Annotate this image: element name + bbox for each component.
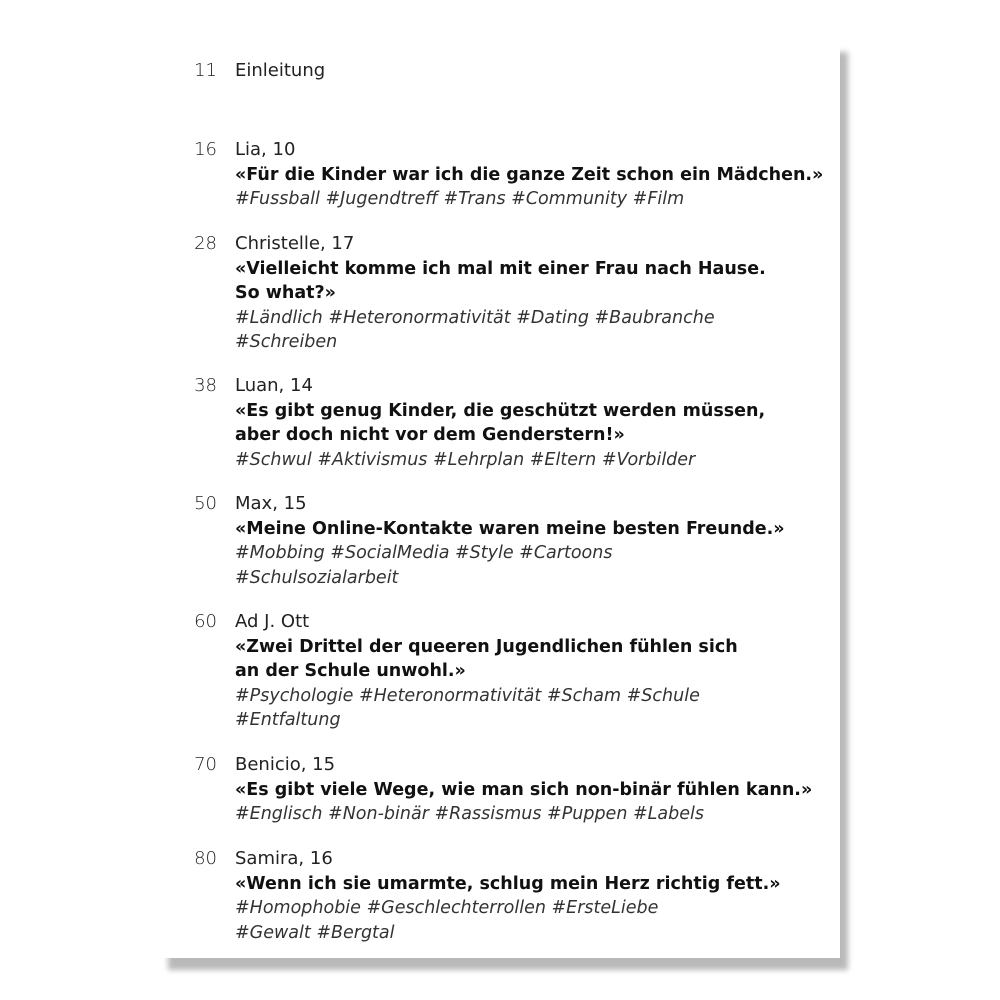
entry-body: [235, 232, 835, 355]
page-number: 38: [194, 375, 217, 396]
tags-line: #Schulsozialarbeit: [235, 567, 399, 588]
quote-line: «Vielleicht komme ich mal mit einer Frau nach Hause.: [235, 258, 766, 279]
tags-line: #Mobbing #SocialMedia #Style #Cartoons: [235, 543, 613, 563]
quote-line: «Für die Kinder war ich die ganze Zeit schon ein Mädchen.»: [235, 164, 824, 185]
entry-body: [235, 138, 835, 212]
page-number: 50: [194, 493, 217, 514]
entry-body: [235, 610, 835, 733]
entry-tags: [235, 684, 835, 733]
tags-line: #Englisch #Non-binär #Rassismus #Puppen #Labels: [235, 804, 704, 824]
entry-body: [235, 753, 835, 827]
entry-quote: [235, 635, 835, 684]
page-number: 80: [194, 848, 217, 869]
entry-title: Samira, 16: [235, 848, 333, 869]
quote-line: So what?»: [235, 283, 336, 303]
entry-title: Lia, 10: [235, 139, 296, 160]
page-number: 70: [194, 754, 217, 775]
tags-line: #Schwul #Aktivismus #Lehrplan #Eltern #Vorbilder: [235, 449, 696, 470]
page-number: 11: [194, 60, 217, 81]
tags-line: #Fussball #Jugendtreff #Trans #Community #Film: [235, 189, 685, 209]
entry-title: Einleitung: [235, 60, 326, 81]
tags-line: #Gewalt #Bergtal: [235, 922, 395, 943]
tags-line: #Ländlich #Heteronormativität #Dating #Baubranche: [235, 307, 715, 328]
quote-line: aber doch nicht vor dem Genderstern!»: [235, 425, 625, 445]
entry-quote: [235, 399, 835, 448]
quote-line: «Meine Online-Kontakte waren meine besten Freunde.»: [235, 518, 785, 539]
entry-tags: [235, 306, 835, 355]
entry-title: Ad J. Ott: [235, 611, 310, 632]
entry-quote: [235, 778, 835, 803]
entry-quote: [235, 517, 835, 542]
entry-title: Benicio, 15: [235, 754, 336, 775]
entry-quote: [235, 257, 835, 306]
entry-quote: [235, 872, 835, 897]
page-number: 60: [194, 611, 217, 632]
entry-body: [235, 374, 835, 472]
entry-tags: [235, 448, 835, 473]
quote-line: «Es gibt viele Wege, wie man sich non-binär fühlen kann.»: [235, 779, 813, 800]
entry-title: Christelle, 17: [235, 233, 355, 254]
tags-line: #Homophobie #Geschlechterrollen #ErsteLiebe: [235, 898, 659, 918]
entry-body: [235, 847, 835, 945]
entry-body: [235, 59, 835, 84]
entry-tags: [235, 541, 835, 590]
book-page: [160, 40, 840, 958]
entry-tags: [235, 896, 835, 945]
entry-body: [235, 492, 835, 590]
tags-line: #Psychologie #Heteronormativität #Scham #Schule: [235, 685, 700, 706]
entry-title: Luan, 14: [235, 375, 313, 396]
quote-line: an der Schule unwohl.»: [235, 661, 466, 681]
entry-tags: [235, 187, 835, 212]
entry-tags: [235, 802, 835, 827]
tags-line: #Entfaltung: [235, 710, 341, 730]
entry-title: Max, 15: [235, 493, 307, 514]
quote-line: «Es gibt genug Kinder, die geschützt werden müssen,: [235, 400, 766, 421]
quote-line: «Zwei Drittel der queeren Jugendlichen fühlen sich: [235, 636, 738, 657]
tags-line: #Schreiben: [235, 332, 338, 352]
quote-line: «Wenn ich sie umarmte, schlug mein Herz richtig fett.»: [235, 873, 781, 894]
page-number: 16: [194, 139, 217, 160]
table-of-contents: [160, 40, 840, 958]
entry-quote: [235, 163, 835, 188]
page-number: 28: [194, 233, 217, 254]
